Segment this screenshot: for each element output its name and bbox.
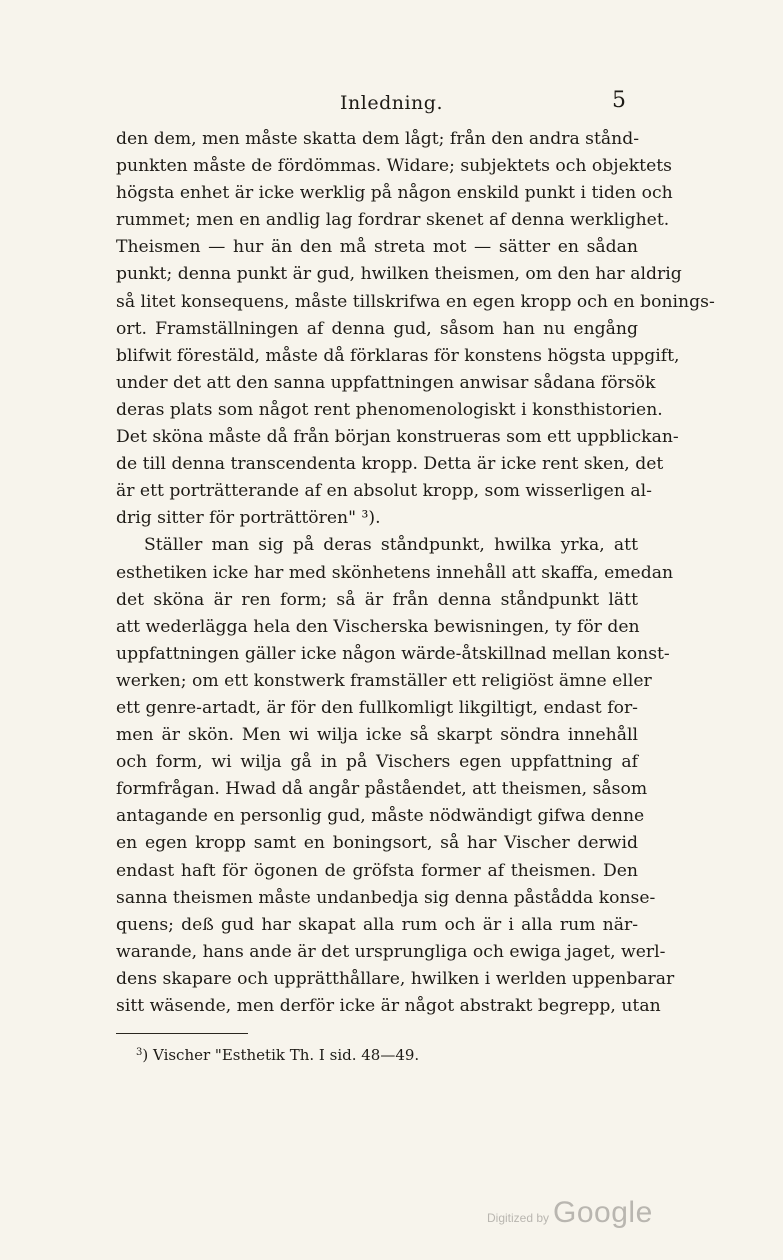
footnote [136,1046,419,1064]
text-line: en egen kropp samt en boningsort, så har Vischer derwid [116,833,638,854]
text-line: endast haft för ögonen de gröfsta former af theismen. Den [116,860,638,881]
text-line: sanna theismen måste undanbedja sig denna påstådda konse- [116,887,656,908]
page-number: 5 [612,88,626,113]
text-line: formfrågan. Hwad då angår påståendet, att theismen, såsom [116,779,648,800]
text-line: är ett porträtterande af en absolut kropp, som wisserligen al- [116,481,652,502]
text-line: quens; deß gud har skapat alla rum och är i alla rum när- [116,914,638,935]
footnote-text: ) Vischer "Esthetik Th. I sid. 48—49. [142,1046,420,1064]
digitization-watermark [487,1196,653,1230]
text-line: ett genre-artadt, är för den fullkomligt likgiltigt, endast for- [116,697,638,718]
text-line: uppfattningen gäller icke någon wärde-åtskillnad mellan konst- [116,643,670,664]
text-line: deras plats som något rent phenomenologiskt i konsthistorien. [116,399,663,420]
body-text [116,126,715,1020]
text-line: esthetiken icke har med skönhetens innehåll att skaffa, emedan [116,562,674,583]
text-line: warande, hans ande är det ursprungliga och ewiga jaget, werl- [116,941,666,962]
text-line: men är skön. Men wi wilja icke så skarpt söndra innehåll [116,725,638,746]
text-line: blifwit förestäld, måste då förklaras för konstens högsta uppgift, [116,345,680,366]
footnote-marker: 3 [136,1047,143,1058]
text-line: sitt wäsende, men derför icke är något abstrakt begrepp, utan [116,996,661,1016]
text-line: och form, wi wilja gå in på Vischers egen uppfattning af [116,752,638,773]
google-logo: Google [553,1196,653,1229]
text-line: punkt; denna punkt är gud, hwilken theismen, om den har aldrig [116,264,682,285]
watermark-prefix: Digitized by [487,1211,550,1225]
text-line: antagande en personlig gud, måste nödwändigt gifwa denne [116,806,645,827]
text-line: Det sköna måste då från början konstrueras som ett uppblickan- [116,427,679,448]
text-line: ort. Framställningen af denna gud, såsom han nu engång [116,318,638,339]
text-line: under det att den sanna uppfattningen anwisar sådana försök [116,372,656,393]
footnote-divider [116,1033,248,1034]
text-line: så litet konsequens, måste tillskrifwa en egen kropp och en bonings- [116,291,715,312]
running-title: Inledning. [340,92,443,114]
text-line: det sköna är ren form; så är från denna ståndpunkt lätt [116,589,638,610]
text-line: den dem, men måste skatta dem lågt; från den andra stånd- [116,129,640,149]
text-line: Theismen — hur än den må streta mot — sätter en sådan [116,237,638,258]
text-line: dens skapare och upprätthållare, hwilken i werlden uppenbarar [116,968,675,989]
text-line: att wederlägga hela den Vischerska bewisningen, ty för den [116,616,640,637]
text-line: Ställer man sig på deras ståndpunkt, hwilka yrka, att [144,535,638,556]
text-line: werken; om ett konstwerk framställer ett religiöst ämne eller [116,670,652,691]
text-line: de till denna transcendenta kropp. Detta är icke rent sken, det [116,454,664,475]
text-line: högsta enhet är icke werklig på någon enskild punkt i tiden och [116,183,673,204]
text-line: drig sitter för porträttören" ³). [116,508,381,529]
text-line: punkten måste de fördömmas. Widare; subjektets och objektets [116,156,672,177]
text-line: rummet; men en andlig lag fordrar skenet af denna werklighet. [116,210,670,231]
